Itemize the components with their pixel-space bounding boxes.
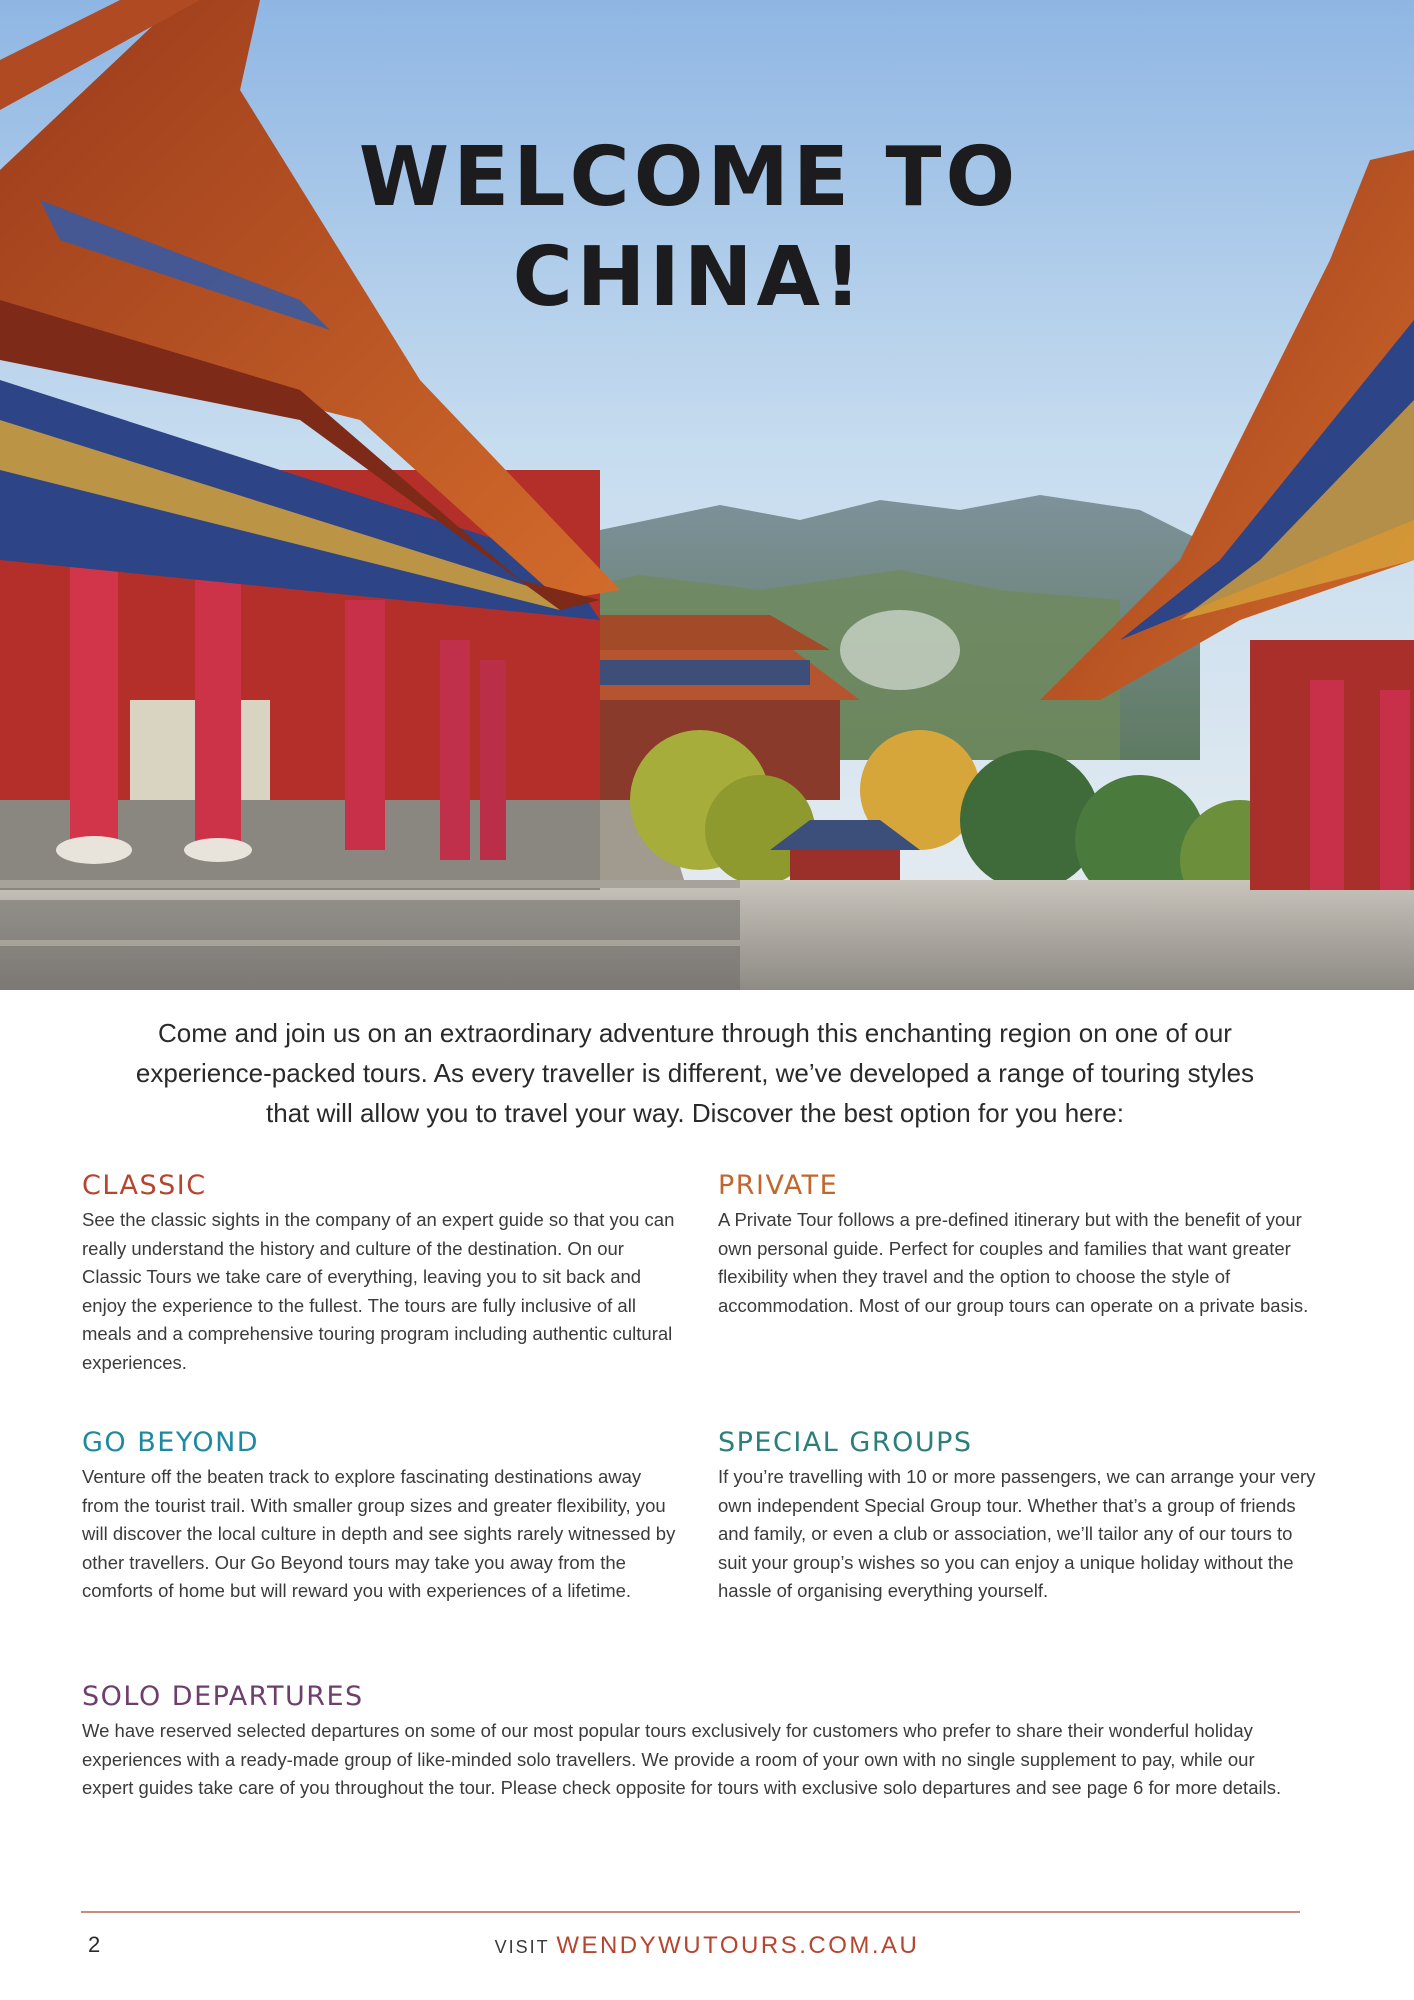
section-classic <box>82 1170 682 1378</box>
section-special-groups <box>718 1427 1318 1606</box>
hero-title-line-2: CHINA! <box>512 230 866 325</box>
section-go-beyond-title: GO BEYOND <box>82 1427 260 1458</box>
section-special-groups-body: If you’re travelling with 10 or more passengers, we can arrange your very own independent Special Group tour. Whether that’s a group of friends and family, or even a club or association, we’ll tailor any of our tours to suit your group’s wishes so you can enjoy a unique holiday without the hassle of organising everything yourself. <box>718 1466 1316 1602</box>
footer-visit <box>0 1932 1414 1960</box>
section-solo-departures-body: We have reserved selected departures on some of our most popular tours exclusively for customers who prefer to share their wonderful holiday experiences with a ready-made group of like-minded solo travellers. We provide a room of your own with no single supplement to pay, while our expert guides take care of you throughout the tour. Please check opposite for tours with exclusive solo departures and see page 6 for more details. <box>82 1720 1282 1799</box>
section-classic-body: See the classic sights in the company of an expert guide so that you can really understand the history and culture of the destination. On our Classic Tours we take care of everything, leaving you to sit back and enjoy the experience to the fullest. The tours are fully inclusive of all meals and a comprehensive touring program including authentic cultural experiences. <box>82 1209 675 1373</box>
hero-title <box>0 128 1396 328</box>
section-private-title: PRIVATE <box>718 1170 839 1201</box>
section-go-beyond <box>82 1427 682 1606</box>
footer-divider <box>81 1911 1300 1913</box>
section-special-groups-title: SPECIAL GROUPS <box>718 1427 973 1458</box>
website-link[interactable]: WENDYWUTOURS.COM.AU <box>556 1932 920 1959</box>
hero-image <box>0 0 1414 990</box>
section-solo-departures-title: SOLO DEPARTURES <box>82 1681 364 1712</box>
hero-title-line-1: WELCOME TO <box>358 130 1020 225</box>
section-go-beyond-body: Venture off the beaten track to explore fascinating destinations away from the tourist trail. With smaller group sizes and greater flexibility, you will discover the local culture in depth and see sights rarely witnessed by other travellers. Our Go Beyond tours may take you away from the comforts of home but will reward you with experiences of a lifetime. <box>82 1466 676 1602</box>
section-private-body: A Private Tour follows a pre-defined itinerary but with the benefit of your own personal guide. Perfect for couples and families that want greater flexibility when they travel and the option to choose the style of accommodation. Most of our group tours can operate on a private basis. <box>718 1209 1309 1316</box>
section-private <box>718 1170 1318 1320</box>
section-classic-title: CLASSIC <box>82 1170 207 1201</box>
page-number: 2 <box>88 1932 101 1957</box>
section-solo-departures <box>82 1681 1302 1803</box>
visit-label: VISIT <box>494 1937 550 1957</box>
intro-paragraph: Come and join us on an extraordinary adventure through this enchanting region on one of our experience-packed tours. As every traveller is different, we’ve developed a range of touring styles that will allow you to travel your way. Discover the best option for you here: <box>135 1018 1255 1128</box>
